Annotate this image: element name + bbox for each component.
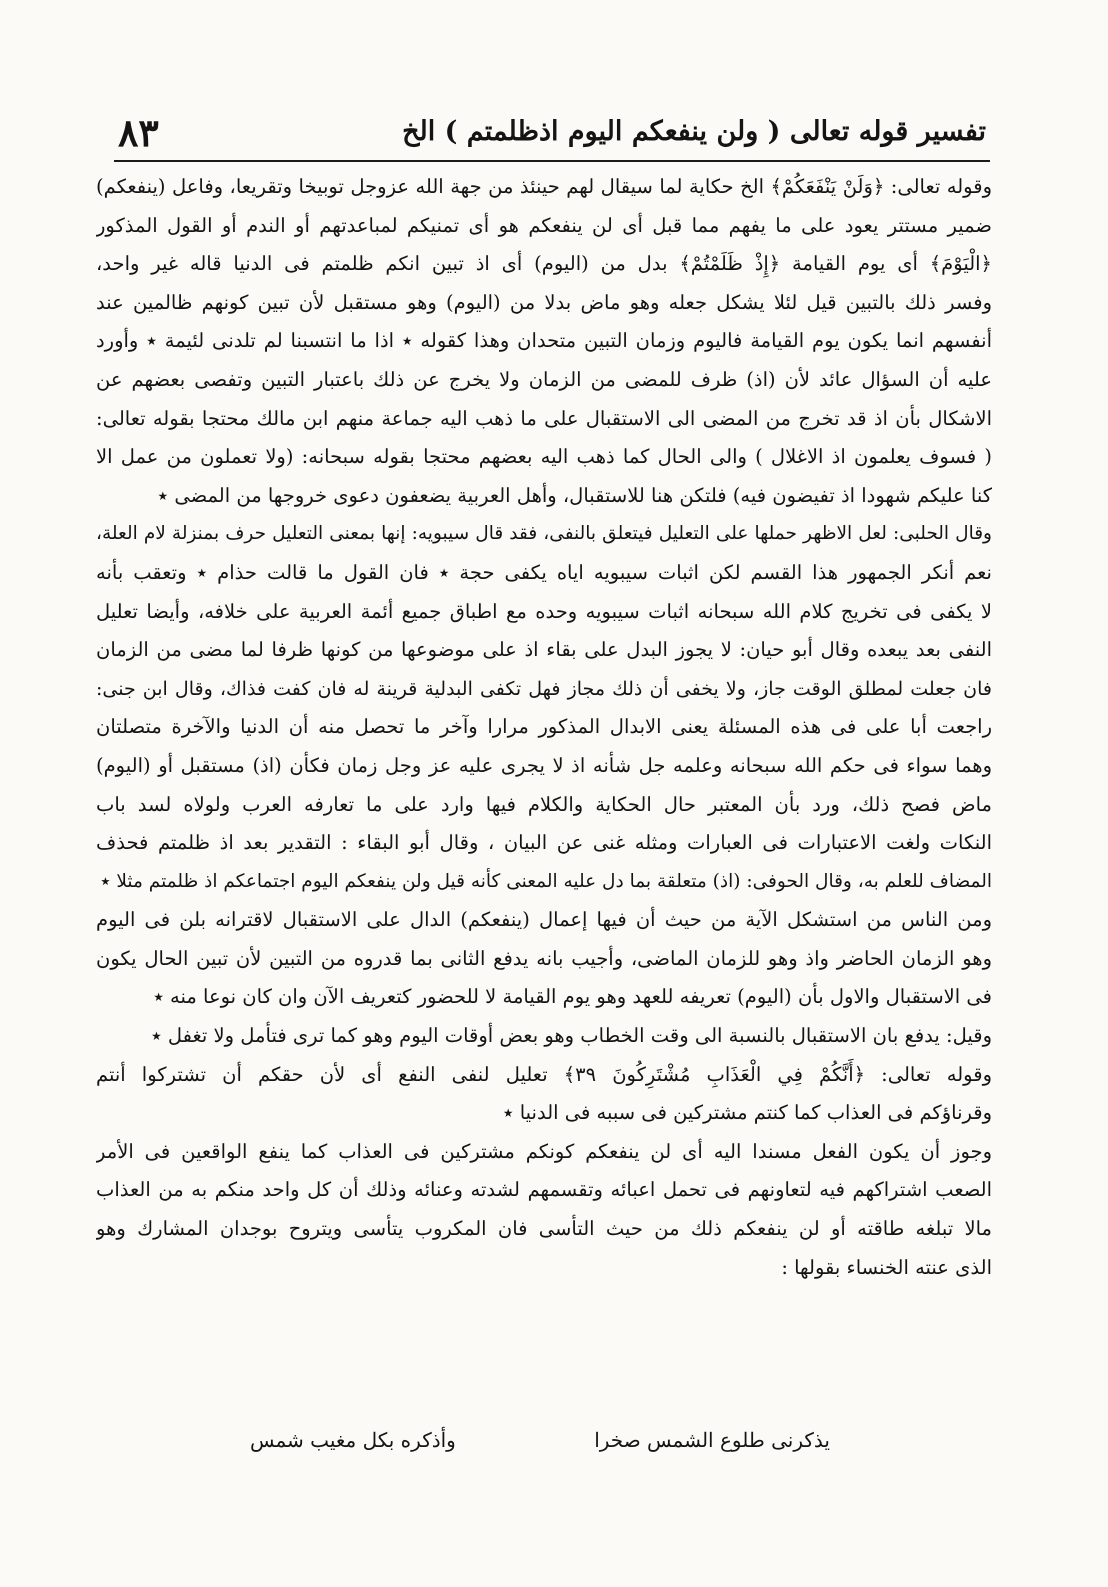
page-number: ٨٣ [118,110,159,155]
text-line: فى الاستقبال والاول بأن (اليوم) تعريفه للعهد وهو يوم القيامة لا للحضور كتعريف الآن وان كان نوعا منه ٭ [153,985,992,1009]
text-line: عليه أن السؤال عائد لأن (اذ) ظرف للمضى من الزمان ولا يخرج عن ذلك باعتبار التبين وتفصى بعضهم عن [96,367,992,391]
text-line: ﴿الْيَوْمَ﴾ أى يوم القيامة ﴿إِذْ ظَلَمْتُمْ﴾ بدل من (اليوم) أى اذ تبين انكم ظلمتم فى الدنيا قاله غير واحد، [96,252,992,276]
text-line: وفسر ذلك بالتبين قيل لئلا يشكل جعله وهو ماض بدلا من (اليوم) وهو مستقبل لأن تبين كونهم ظالمين عند [96,290,992,314]
text-line: كنا عليكم شهودا اذ تفيضون فيه) فلتكن هنا للاستقبال، وأهل العربية يضعفون دعوى خروجها من المضى ٭ [157,483,992,507]
body-text [96,168,992,1287]
header-title: تفسير قوله تعالى ( ولن ينفعكم اليوم اذظلمتم ) الخ [402,116,986,147]
text-line: الاشكال بأن اذ قد تخرج من المضى الى الاستقبال على ما ذهب اليه جماعة منهم ابن مالك محتجا بقوله تعالى: [96,406,992,430]
verse-second-hemistich: وأذكره بكل مغيب شمس [250,1428,456,1452]
text-line: مالا تبلغه طاقته أو لن ينفعكم ذلك من حيث التأسى فان المكروب يتأسى ويتروح بوجدان المشارك وهو [96,1217,992,1241]
verse-first-hemistich: يذكرنى طلوع الشمس صخرا [594,1428,830,1452]
poetry-verse [250,1420,830,1460]
text-line: نعم أنكر الجمهور هذا القسم لكن اثبات سيبويه اياه يكفى حجة ٭ فان القول ما قالت حذام ٭ وتعقب بأنه [96,560,992,584]
text-line: المضاف للعلم به، وقال الحوفى: (اذ) متعلقة بما دل عليه المعنى كأنه قيل ولن ينفعكم اليوم اجتماعكم اذ ظلمتم مثلا ٭ [100,870,992,892]
text-line: وقال الحلبى: لعل الاظهر حملها على التعليل فيتعلق بالنفى، فقد قال سيبويه: إنها بمعنى التعليل حرف بمنزلة لام العلة، [96,523,992,545]
text-line: ضمير مستتر يعود على ما يفهم مما قبل أى لن ينفعكم هو أى تمنيكم لمباعدتهم أو الندم أو القول المذكور [96,213,992,237]
header-rule [114,160,990,162]
text-line: راجعت أبا على فى هذه المسئلة يعنى الابدال المذكور مرارا وآخر ما تحصل منه أن الدنيا والآخرة متصلتان [96,715,992,739]
text-line: وجوز أن يكون الفعل مسندا اليه أى لن ينفعكم كونكم مشتركين فى العذاب كما ينفع الواقعين فى الأمر [96,1139,992,1163]
text-line: فان جعلت لمطلق الوقت جاز، ولا يخفى أن ذلك مجاز فهل تكفى البدلية قرينة له فان كفت فذاك، وقال ابن جنى: [96,677,992,700]
text-line: وقيل: يدفع بان الاستقبال بالنسبة الى وقت الخطاب وهو بعض أوقات اليوم وهو كما ترى فتأمل ولا تغفل ٭ [151,1024,992,1048]
text-line: ومن الناس من استشكل الآية من حيث أن فيها إعمال (ينفعكم) الدال على الاستقبال لاقترانه بلن فى اليوم [96,908,992,932]
text-line: النفى بعد يبعده وقال أبو حيان: لا يجوز البدل على بقاء اذ على موضوعها من كونها ظرفا لما مضى من الزمان [96,638,992,662]
text-line: أنفسهم انما يكون يوم القيامة فاليوم وزمان التبين متحدان وهذا كقوله ٭ اذا ما انتسبنا لم تلدنى لئيمة ٭ وأورد [96,329,992,353]
text-line: لا يكفى فى تخريج كلام الله سبحانه اثبات سيبويه وحده مع اطباق جميع أئمة العربية على خلافه، وأيضا تعليل [96,599,992,623]
text-line: وقرناؤكم فى العذاب كما كنتم مشتركين فى سببه فى الدنيا ٭ [502,1101,992,1125]
running-header [110,110,986,156]
text-line: وهما سواء فى حكم الله سبحانه وعلمه جل شأنه اذ لا يجرى عليه عز وجل زمان فكأن (اذ) مستقبل أو (اليوم) [96,753,992,777]
text-line: الذى عنته الخنساء بقولها : [781,1255,992,1279]
text-line: ماض فصح ذلك، ورد بأن المعتبر حال الحكاية والكلام فيها وارد على ما تعارفه العرب ولولاه لسد باب [96,792,992,816]
text-line: وهو الزمان الحاضر واذ وهو للزمان الماضى، وأجيب بانه يدفع الثانى بما قدروه من التبين لأن تبين الحال يكون [96,946,992,970]
text-line: وقوله تعالى: ﴿أَنَّكُمْ فِي الْعَذَابِ مُشْتَرِكُونَ ٣٩﴾ تعليل لنفى النفع أى لأن حقكم أن تشتركوا أنتم [96,1062,992,1086]
text-line: ( فسوف يعلمون اذ الاغلال ) والى الحال كما ذهب اليه بعضهم محتجا بقوله سبحانه: (ولا تعملون من عمل الا [96,445,992,469]
text-line: النكات ولغت الاعتبارات فى العبارات ومثله غنى عن البيان ، وقال أبو البقاء : التقدير بعد اذ ظلمتم فحذف [96,831,992,855]
text-line: وقوله تعالى: ﴿وَلَنْ يَنْفَعَكُمْ﴾ الخ حكاية لما سيقال لهم حينئذ من جهة الله عزوجل توبيخا وتقريعا، وفاعل (ينفعكم) [96,175,992,198]
text-line: الصعب اشتراكهم فيه لتعاونهم فى تحمل اعبائه وتقسمهم لشدته وعنائه وذلك أن كل واحد منكم به من العذاب [96,1178,992,1202]
